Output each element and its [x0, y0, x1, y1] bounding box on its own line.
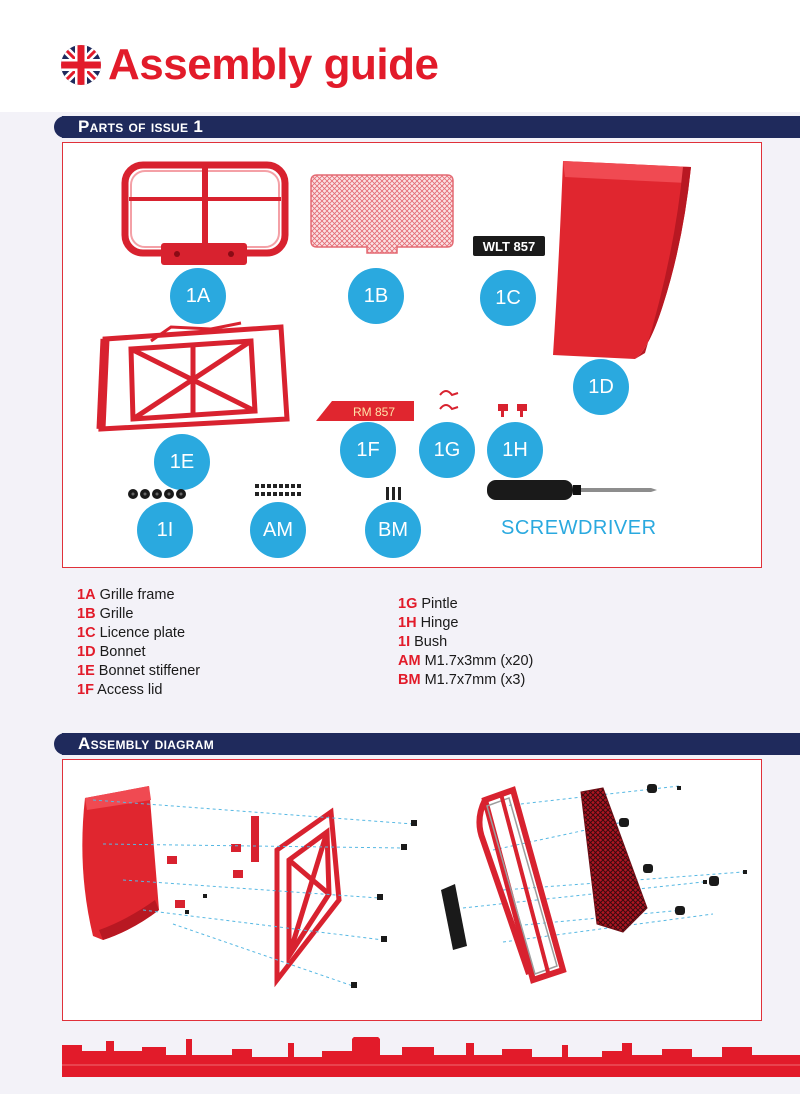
access-lid-text: RM 857 [352, 405, 396, 419]
legend-item: BM M1.7x7mm (x3) [398, 672, 526, 688]
legend-item: AM M1.7x3mm (x20) [398, 653, 534, 669]
badge-1A: 1A [170, 268, 226, 324]
badge-1H: 1H [487, 422, 543, 478]
legend-item: 1D Bonnet [77, 644, 146, 660]
access-lid-image [316, 401, 416, 421]
legend-item: 1E Bonnet stiffener [77, 663, 201, 679]
badge-1C: 1C [480, 270, 536, 326]
badge-1G: 1G [419, 422, 475, 478]
parts-section-header [62, 116, 800, 138]
parts-section-title: Parts of issue 1 [78, 117, 204, 136]
hinge-image [497, 402, 531, 418]
bm-screws-image [385, 487, 403, 501]
legend-item: 1G Pintle [398, 596, 458, 612]
badge-1E: 1E [154, 434, 210, 490]
bush-image [127, 487, 187, 501]
page-header [60, 40, 438, 90]
assembly-diagram-panel [62, 759, 762, 1021]
assembly-section-title: Assembly diagram [78, 734, 215, 753]
legend-item: 1F Access lid [77, 682, 163, 698]
licence-plate-text: WLT 857 [482, 239, 536, 254]
badge-AM: AM [250, 502, 306, 558]
legend-item: 1B Grille [77, 606, 134, 622]
legend-item: 1A Grille frame [77, 587, 175, 603]
legend-item: 1C Licence plate [77, 625, 186, 641]
licence-plate-image [473, 236, 545, 256]
screwdriver-image [485, 477, 659, 503]
parts-panel [62, 142, 762, 568]
badge-1D: 1D [573, 359, 629, 415]
parts-legend-right [398, 595, 533, 690]
legend-item: 1I Bush [398, 634, 448, 650]
badge-1F: 1F [340, 422, 396, 478]
union-jack-flag-icon [60, 44, 102, 86]
london-skyline-footer [62, 1037, 800, 1077]
bonnet-stiffener-image [91, 319, 295, 435]
page-title: Assembly guide [108, 40, 439, 89]
badge-BM: BM [365, 502, 421, 558]
grille-mesh-image [307, 171, 457, 255]
assembly-diagram-image [63, 760, 761, 1020]
grille-frame-image [121, 161, 289, 269]
legend-item: 1H Hinge [398, 615, 459, 631]
am-screws-image [253, 483, 307, 501]
badge-1B: 1B [348, 268, 404, 324]
badge-1I: 1I [137, 502, 193, 558]
parts-legend-left [77, 586, 200, 700]
bonnet-image [545, 153, 695, 363]
screwdriver-label: SCREWDRIVER [501, 517, 657, 539]
assembly-section-header [62, 733, 800, 755]
pintle-image [436, 387, 466, 417]
